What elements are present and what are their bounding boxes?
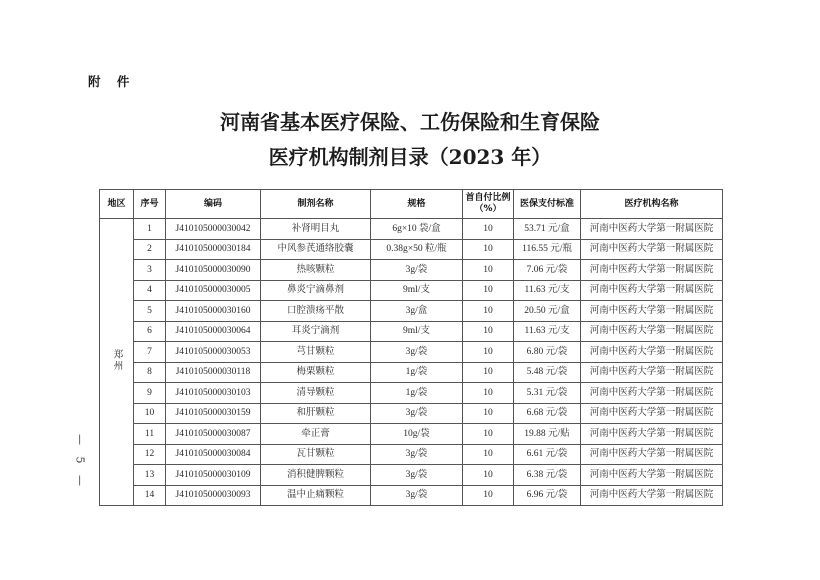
cell-code: J410105000030087 [166,424,261,445]
cell-index: 11 [134,424,166,445]
cell-spec: 3g/盒 [371,301,463,322]
cell-price: 5.31 元/袋 [514,383,581,404]
cell-name: 芎甘颗粒 [261,342,371,363]
header-copay-ratio-label: 首自付比例 [465,193,511,203]
cell-name: 耳炎宁滴剂 [261,321,371,342]
cell-index: 8 [134,362,166,383]
header-institution: 医疗机构名称 [581,190,723,219]
cell-copay-ratio: 10 [463,342,514,363]
cell-code: J410105000030118 [166,362,261,383]
cell-name: 瓦甘颗粒 [261,444,371,465]
cell-institution: 河南中医药大学第一附属医院 [581,383,723,404]
header-copay-ratio [463,190,514,219]
cell-institution: 河南中医药大学第一附属医院 [581,321,723,342]
page-number: — 5 — [73,434,87,490]
cell-copay-ratio: 10 [463,383,514,404]
cell-code: J410105000030042 [166,219,261,240]
cell-spec: 3g/袋 [371,403,463,424]
cell-name: 中风参芪通络胶囊 [261,239,371,260]
table-row [100,280,723,301]
cell-code: J410105000030084 [166,444,261,465]
table-row [100,424,723,445]
cell-copay-ratio: 10 [463,301,514,322]
cell-name: 清导颗粒 [261,383,371,404]
document-title-line1: 河南省基本医疗保险、工伤保险和生育保险 [220,110,600,134]
cell-spec: 10g/袋 [371,424,463,445]
cell-code: J410105000030103 [166,383,261,404]
cell-name: 牵正膏 [261,424,371,445]
cell-institution: 河南中医药大学第一附属医院 [581,362,723,383]
table-row [100,485,723,506]
cell-code: J410105000030064 [166,321,261,342]
cell-price: 5.48 元/袋 [514,362,581,383]
cell-institution: 河南中医药大学第一附属医院 [581,219,723,240]
cell-index: 14 [134,485,166,506]
cell-name: 口腔溃疡平散 [261,301,371,322]
cell-spec: 3g/袋 [371,485,463,506]
cell-price: 20.50 元/盒 [514,301,581,322]
cell-copay-ratio: 10 [463,219,514,240]
header-price: 医保支付标准 [514,190,581,219]
header-spec: 规格 [371,190,463,219]
cell-institution: 河南中医药大学第一附属医院 [581,260,723,281]
table-row [100,444,723,465]
cell-name: 补肾明目丸 [261,219,371,240]
cell-index: 13 [134,465,166,486]
cell-price: 7.06 元/袋 [514,260,581,281]
table-row [100,342,723,363]
cell-name: 温中止痛颗粒 [261,485,371,506]
cell-code: J410105000030159 [166,403,261,424]
table-row [100,219,723,240]
cell-name: 和肝颗粒 [261,403,371,424]
cell-index: 10 [134,403,166,424]
cell-institution: 河南中医药大学第一附属医院 [581,239,723,260]
cell-price: 19.88 元/贴 [514,424,581,445]
table-row [100,403,723,424]
cell-code: J410105000030090 [166,260,261,281]
cell-name: 梅栗颗粒 [261,362,371,383]
cell-price: 53.71 元/盒 [514,219,581,240]
cell-price: 6.96 元/袋 [514,485,581,506]
cell-copay-ratio: 10 [463,260,514,281]
cell-institution: 河南中医药大学第一附属医院 [581,342,723,363]
cell-spec: 1g/袋 [371,362,463,383]
cell-code: J410105000030184 [166,239,261,260]
table-row [100,321,723,342]
cell-institution: 河南中医药大学第一附属医院 [581,403,723,424]
header-region: 地区 [100,190,134,219]
cell-spec: 3g/袋 [371,444,463,465]
cell-copay-ratio: 10 [463,465,514,486]
cell-price: 6.38 元/袋 [514,465,581,486]
cell-price: 116.55 元/瓶 [514,239,581,260]
header-code: 编码 [166,190,261,219]
table-row [100,239,723,260]
cell-index: 6 [134,321,166,342]
cell-institution: 河南中医药大学第一附属医院 [581,424,723,445]
cell-spec: 9ml/支 [371,321,463,342]
cell-institution: 河南中医药大学第一附属医院 [581,444,723,465]
cell-spec: 1g/袋 [371,383,463,404]
cell-code: J410105000030053 [166,342,261,363]
cell-code: J410105000030005 [166,280,261,301]
cell-copay-ratio: 10 [463,424,514,445]
cell-spec: 3g/袋 [371,342,463,363]
cell-index: 7 [134,342,166,363]
cell-index: 1 [134,219,166,240]
cell-spec: 9ml/支 [371,280,463,301]
cell-institution: 河南中医药大学第一附属医院 [581,485,723,506]
table-row [100,260,723,281]
cell-price: 6.80 元/袋 [514,342,581,363]
cell-index: 2 [134,239,166,260]
header-name: 制剂名称 [261,190,371,219]
cell-index: 3 [134,260,166,281]
cell-copay-ratio: 10 [463,280,514,301]
cell-copay-ratio: 10 [463,403,514,424]
attachment-label: 附 件 [88,74,136,89]
table-row [100,383,723,404]
cell-index: 9 [134,383,166,404]
region-label: 郑州 [111,348,122,372]
header-index: 序号 [134,190,166,219]
cell-copay-ratio: 10 [463,239,514,260]
cell-index: 5 [134,301,166,322]
cell-code: J410105000030160 [166,301,261,322]
cell-copay-ratio: 10 [463,362,514,383]
cell-price: 6.61 元/袋 [514,444,581,465]
cell-copay-ratio: 10 [463,485,514,506]
header-copay-ratio-unit: （%） [474,204,502,214]
cell-price: 6.68 元/袋 [514,403,581,424]
cell-copay-ratio: 10 [463,444,514,465]
table-row [100,465,723,486]
table-row [100,301,723,322]
cell-code: J410105000030109 [166,465,261,486]
cell-index: 12 [134,444,166,465]
document-title-line2: 医疗机构制剂目录（2023 年） [268,145,552,169]
cell-name: 热咳颗粒 [261,260,371,281]
cell-code: J410105000030093 [166,485,261,506]
table-header-row [100,190,723,219]
cell-spec: 3g/袋 [371,260,463,281]
cell-price: 11.63 元/支 [514,280,581,301]
cell-institution: 河南中医药大学第一附属医院 [581,280,723,301]
cell-institution: 河南中医药大学第一附属医院 [581,465,723,486]
cell-spec: 3g/袋 [371,465,463,486]
cell-spec: 0.38g×50 粒/瓶 [371,239,463,260]
cell-name: 鼻炎宁滴鼻剂 [261,280,371,301]
cell-copay-ratio: 10 [463,321,514,342]
catalog-table [99,189,723,506]
cell-index: 4 [134,280,166,301]
cell-name: 消积健脾颗粒 [261,465,371,486]
cell-region [100,219,134,506]
table-row [100,362,723,383]
cell-price: 11.63 元/支 [514,321,581,342]
cell-institution: 河南中医药大学第一附属医院 [581,301,723,322]
cell-spec: 6g×10 袋/盒 [371,219,463,240]
